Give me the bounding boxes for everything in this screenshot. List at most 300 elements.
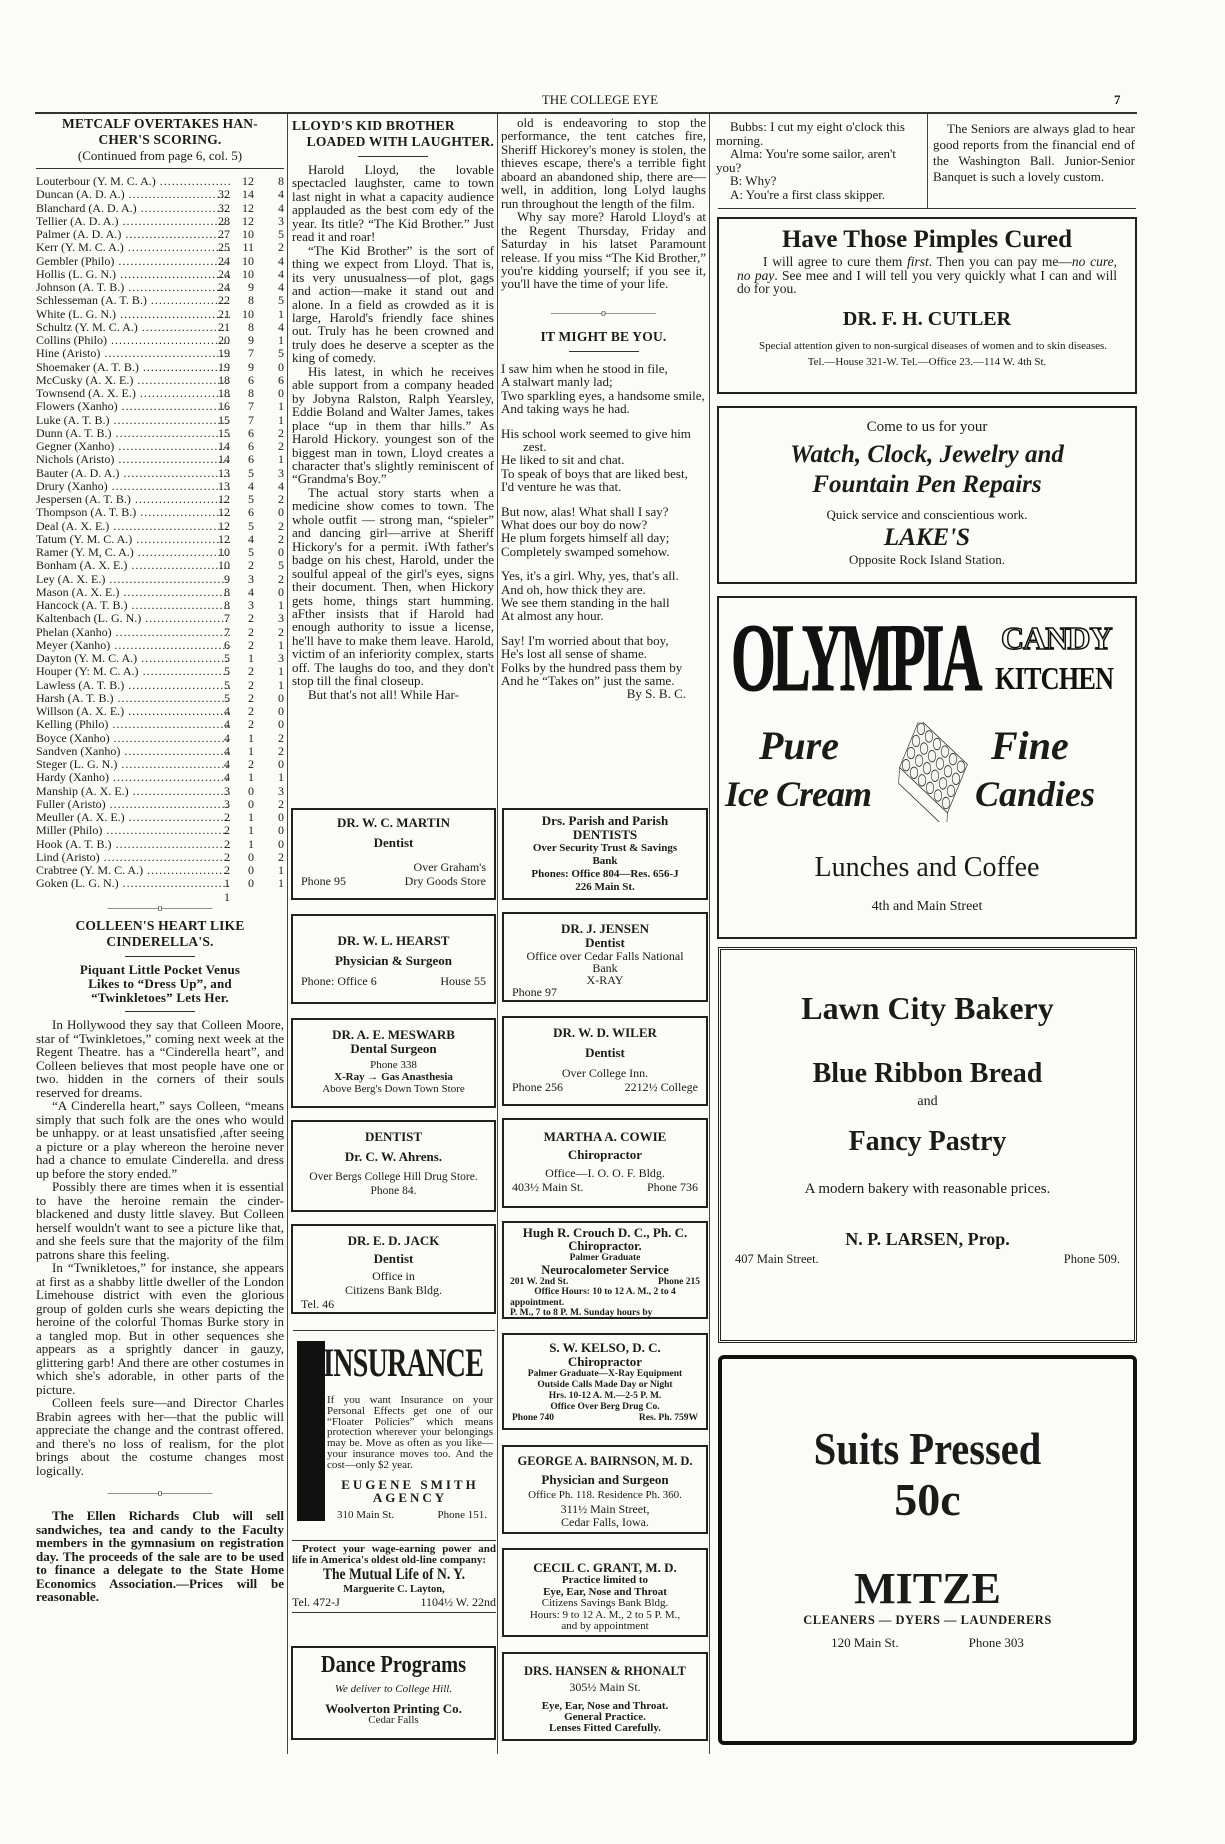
headline-line: CHER'S SCORING. [98,132,222,147]
scoring-table [36,174,284,904]
poem-byline: By S. B. C. [626,686,686,702]
ad-ahrens [291,1120,496,1212]
free-throws: 2 [278,743,284,758]
poem-body [501,362,706,688]
ad-title: Dentist [585,935,625,950]
free-throws: 2 [278,531,284,546]
total-points: 13 [218,478,230,493]
free-throws: 4 [278,187,284,202]
free-throws: 4 [278,200,284,215]
player-name: Gegner (Xanho) ..... [36,440,230,453]
joke-line: A: You're a first class skipper. [730,186,886,202]
ad-phone: Tel. 472-J [292,1595,340,1609]
field-goals: 2 [248,637,254,652]
ad-title: Chiropractor. [568,1239,642,1253]
total-points: 15 [218,412,230,427]
ad-line: Palmer Graduate—X-Ray Equipment [527,1369,683,1379]
colleen-subhead [36,963,284,1005]
ad-name: DR. A. E. MESWARB [332,1027,455,1042]
player-name: Townsend (A. X. E.) ..... [36,387,230,400]
free-throws: 0 [278,823,284,838]
free-throws: 0 [278,584,284,599]
field-goals: 6 [248,452,254,467]
divider [125,1011,195,1012]
ad-hansen [502,1652,708,1741]
total-points: 3 [224,796,230,811]
field-goals: 11 [242,240,254,255]
ad-address: 120 Main St. [831,1635,899,1650]
player-name: Luke (A. T. B.) ..... [36,414,230,427]
ad-tagline: Quick service and conscientious work. [826,507,1028,522]
free-throws: 0 [278,704,284,718]
ad-cutler [717,217,1137,394]
total-points: 19 [218,346,230,361]
scoring-headline [36,116,284,148]
total-points: 24 [218,253,230,268]
ad-address: Bank [592,961,618,975]
headline-line: METCALF OVERTAKES HAN- [62,116,258,131]
headline-line: LOADED WITH LAUGHTER. [306,134,494,149]
player-name: Johnson (A. T. B.) ..... [36,281,230,294]
paragraph: “The Kid Brother” is the sort of thing we expect from Lloyd. That is, its very unusualness—of plot, gags and action—make it stand out and alone. In a field as crowded as it is large, Harold's friendly face shines out. Truly has he been crowned and truly does he deserve a scepter as the king of comedy. [292,242,494,366]
field-goals: 5 [248,465,254,480]
field-goals: 10 [242,266,254,281]
field-goals: 10 [242,227,254,241]
field-goals: 2 [248,717,254,732]
olympia-logo: OLYMPIA [731,604,979,711]
paragraph: In Hollywood they say that Colleen Moore, star of “Twinkletoes,” coming next week at the Regent Theatre. has a “Cinderella heart”, and Colleen believes that most people have one or two. hidden in the corners of their souls reserved for dreams. [36,1017,284,1100]
total-points: 12 [218,492,230,506]
ad-mutual-life [292,1540,496,1613]
total-points: 4 [224,717,230,732]
ad-name: DR. W. D. WILER [553,1025,657,1040]
ad-name: LAKE'S [883,524,971,551]
ad-phone: House 55 [440,974,486,988]
free-throws: 0 [278,690,284,705]
free-throws: 0 [278,505,284,520]
ad-address: Bank [592,855,618,867]
free-throws: 1 [278,333,284,347]
ad-hours: appointment. [510,1297,565,1308]
ad-dance-programs [291,1646,496,1740]
field-goals: 6 [248,439,254,453]
total-points: 1 [224,889,230,904]
field-goals: 12 [242,213,254,228]
free-throws: 0 [278,836,284,851]
insurance-body: If you want Insurance on your Personal Effects get one of our “Floater Policies” which means protection wherever your belongings may be. Move as often as you like—your insurance moves too. And the cost—only $2 year. [327,1394,493,1471]
field-goals: 0 [248,876,254,891]
headline-line: CINDERELLA'S. [106,934,214,949]
poem-stanza [501,427,706,494]
ad-title: Dentist [585,1045,625,1060]
ad-address: Over Bergs College Hill Drug Store. [309,1171,478,1183]
player-name: Dayton (Y. M. C. A.) ..... [36,652,230,665]
poem-line: Yes, it's a girl. Why, yes, that's all. [501,568,679,584]
total-points: 2 [224,810,230,824]
ad-address: 305½ Main St. [569,1680,641,1694]
ad-name: DR. W. L. HEARST [337,933,450,948]
olympia-lunches: Lunches and Coffee [814,852,1040,883]
player-name: Hollis (L. G. N.) ..... [36,268,230,281]
ad-line: Outside Calls Made Day or Night [537,1380,673,1390]
ad-name: The Mutual Life of N. Y. [322,1566,466,1583]
ad-name: Dr. C. W. Ahrens. [344,1149,443,1164]
free-throws: 2 [278,624,284,639]
ad-phone: Res. Ph. 759W [638,1413,698,1423]
free-throws: 3 [278,783,284,798]
field-goals: 3 [248,598,254,612]
seniors-note: The Seniors are always glad to hear good reports from the financial end of the Washington Ball. Junior-Senior Banquet is such a lovely custom. [933,121,1135,184]
ad-phone: Phone 215 [658,1276,700,1287]
total-points: 18 [218,386,230,400]
ad-line: Practice limited to [561,1574,649,1586]
field-goals: 2 [248,611,254,626]
ad-name: MARTHA A. COWIE [543,1129,667,1144]
lloyd-article [292,118,494,701]
total-points: 10 [218,545,230,559]
subhead-line: “Twinkletoes” Lets Her. [91,990,229,1005]
field-goals: 8 [248,293,254,308]
ad-address: 310 Main St. [337,1509,395,1521]
ad-name: S. W. KELSO, D. C. [549,1340,661,1355]
field-goals: 3 [248,571,254,586]
subhead-line: Likes to “Dress Up”, and [88,976,232,991]
ad-cowie [502,1118,708,1208]
free-throws: 1 [278,863,284,877]
player-name: Manship (A. X. E.) ..... [36,785,230,798]
ad-phone: Phone 303 [968,1635,1024,1650]
free-throws: 3 [278,651,284,665]
player-name: McCusky (A. X. E.) ..... [36,374,230,387]
field-goals: 12 [242,200,254,215]
field-goals: 1 [248,730,254,745]
paragraph: In “Twnikletoes,” for instance, she appears at first as a shabby little dweller of the London Limehouse district with even the glorious group of golden curls she wears depicting the heroine of the colorful Thomas Burke story in a tangled mop. But in other sequences she appears as a sprightly dancer in gauzy, glittering garb! And there are other costumes in which she's adorable, in other parts of the picture. [36,1260,284,1397]
poem-line: What does our boy do now? [501,516,648,532]
ad-lakes [717,406,1137,584]
divider [36,168,284,169]
player-name: Goken (L. G. N.) ..... [36,877,230,890]
total-points: 2 [224,836,230,851]
ad-address: Office—I. O. O. F. Bldg. [545,1166,665,1180]
total-points: 2 [224,849,230,864]
player-name: Kelling (Philo) ..... [36,718,230,731]
total-points: 1 [224,876,230,891]
field-goals: 7 [248,346,254,361]
free-throws: 1 [278,452,284,467]
free-throws: 2 [278,518,284,533]
ad-name: DRS. HANSEN & RHONALT [523,1664,687,1678]
ad-tagline: We deliver to College Hill. [334,1683,453,1695]
ad-address: Office in [372,1269,415,1283]
ad-line: Eye, Ear, Nose and Throat [543,1585,667,1598]
poem-line: Two sparkling eyes, a handsome smile, [501,387,705,403]
field-goals: 8 [248,386,254,400]
article-body [501,116,706,291]
ad-address: 201 W. 2nd St. [510,1276,569,1287]
ad-title: Have Those Pimples Cured [781,226,1073,253]
ad-text: I will agree to cure them [763,254,907,269]
ad-phone: Phone 256 [512,1080,563,1094]
total-points: 5 [224,677,230,692]
bubbs-joke [716,120,922,201]
poem-stanza [501,505,706,559]
ad-hearst [291,914,496,1004]
lloyd-headline [292,118,494,150]
player-name: Gembler (Philo) ..... [36,255,230,268]
ad-lawn-city-bakery [718,947,1137,1343]
ad-services: X-RAY [586,973,624,987]
divider [358,156,428,157]
subhead-line: Piquant Little Pocket Venus [79,962,241,977]
player-name: Houper (Y: M. C. A.) ..... [36,665,230,678]
total-points: 2 [224,863,230,877]
player-name: Hardy (Xanho) ..... [36,771,230,784]
free-throws: 4 [278,280,284,294]
top-rule [35,112,1137,114]
total-points: 22 [218,293,230,308]
poem-stanza [501,362,706,416]
total-points: 32 [218,187,230,202]
player-name: Kerr (Y. M. C. A.) ..... [36,241,230,254]
field-goals: 2 [248,624,254,639]
free-throws: 5 [278,293,284,308]
ad-phone: Phone 151. [437,1509,487,1521]
poem-stanza [501,634,706,688]
player-name: Hook (A. T. B.) ..... [36,838,230,851]
ad-services: X-Ray → Gas Anasthesia [334,1071,453,1083]
ad-title: Fountain Pen Repairs [812,471,1042,498]
player-name: Drury (Xanho) ..... [36,480,230,493]
olympia-candies: Candies [975,774,1096,814]
ad-title: Dental Surgeon [350,1041,437,1056]
continued-note: (Continued from page 6, col. 5) [77,148,243,163]
field-goals: 1 [248,743,254,758]
field-goals: 2 [248,704,254,718]
ad-bairnson [502,1445,708,1534]
free-throws: 3 [278,213,284,228]
ad-title: Chiropractor [567,1147,643,1162]
total-points: 7 [224,624,230,639]
ad-name: DR. J. JENSEN [560,921,650,936]
ad-address: Over College Inn. [561,1066,649,1080]
total-points: 5 [224,651,230,665]
player-name: Jespersen (A. T. B.) ..... [36,493,230,506]
ad-hours: Hrs. 10-12 A. M.—2-5 P. M. [548,1391,662,1401]
ad-phone: Office Ph. 118. Residence Ph. 360. [528,1489,682,1501]
field-goals: 7 [248,399,254,414]
ad-martin [291,808,496,900]
colleen-article [36,918,284,1604]
column-rule [497,114,498,1754]
player-name: Phelan (Xanho) ..... [36,626,230,639]
total-points: 4 [224,770,230,785]
field-goals: 0 [248,783,254,798]
column-rule [287,114,288,1754]
ad-name: DR. F. H. CUTLER [842,307,1012,330]
poem-line: His school work seemed to give him zest. [501,425,691,454]
ad-proprietor: N. P. LARSEN, Prop. [845,1229,1010,1249]
ad-price: 50c [894,1474,961,1525]
player-name: Blanchard (A. D. A.) ..... [36,202,230,215]
ad-address: Opposite Rock Island Station. [849,552,1005,567]
field-goals: 6 [248,505,254,520]
field-goals: 5 [248,545,254,559]
field-goals: 4 [248,531,254,546]
total-points: 18 [218,372,230,387]
ad-name: DR. W. C. MARTIN [337,815,450,830]
total-points: 19 [218,359,230,374]
scoring-article [36,116,284,904]
colleen-headline [36,918,284,950]
agency-line: EUGENE SMITH [341,1477,479,1492]
player-name: Bonham (A. X. E.) ..... [36,559,230,572]
field-goals: 10 [242,253,254,268]
player-name: Fuller (Aristo) ..... [36,798,230,811]
paragraph: “A Cinderella heart,” says Colleen, “means simply that such folk are the ones who would be unhappy. or at least unsatisfied ,after seeing a picture or a play whereon the heroine never had a chance to emulate Cinderella. and dress up before the story ended.” [36,1098,284,1181]
player-name: Schlesseman (A. T. B.) ..... [36,294,230,307]
total-points: 2 [224,823,230,838]
ad-title: DENTISTS [572,827,638,842]
ad-text-emphasis: no cure, no pay [737,254,1117,283]
ad-phone: Phones: Office 804—Res. 656-J [531,868,679,880]
player-name: Ley (A. X. E.) ..... [36,573,230,586]
ad-phone: Phone 97 [512,985,557,999]
ad-service: Neurocalometer Service [541,1262,669,1277]
ad-address: Office over Cedar Falls National [526,949,684,963]
olympia-pure: Pure [759,723,839,768]
player-name: Palmer (A. D. A.) ..... [36,228,230,241]
free-throws: 1 [278,399,284,414]
free-throws: 1 [278,664,284,679]
ad-name: MITZE [854,1564,1001,1613]
field-goals: 0 [248,796,254,811]
free-throws: 2 [278,439,284,453]
player-name: Louterbour (Y. M. C. A.) ..... [36,175,230,188]
ad-line: Lenses Fitted Carefully. [549,1722,661,1734]
field-goals: 2 [248,677,254,692]
ad-hours: and by appointment [561,1620,649,1632]
total-points: 5 [224,664,230,679]
ad-jack [291,1224,496,1314]
free-throws: 5 [278,558,284,573]
paragraph: But that's not all! While Har- [308,686,459,702]
player-name: Lawless (A. T. B.) ..... [36,679,230,692]
headline-line: COLLEEN'S HEART LIKE [75,918,245,933]
field-goals: 9 [248,280,254,294]
field-goals: 2 [248,558,254,573]
ad-name: Woolverton Printing Co. [325,1701,462,1716]
free-throws: 1 [278,598,284,612]
agency-name [327,1478,493,1504]
agency-line: AGENCY [372,1490,448,1505]
candy-box-illustration [891,722,971,822]
ellen-richards-notice: The Ellen Richards Club will sell sandwiches, tea and candy to the Faculty members in the gymnasium on registration day. The proceeds of the sale are to be used to finance a delegate to the State Home Economics Association.—Prices will be reasonable. [36,1508,284,1604]
free-throws: 1 [278,306,284,321]
ad-jensen [502,912,708,1002]
player-name: Hancock (A. T. B.) ..... [36,599,230,612]
insurance-drop-cap [297,1341,325,1521]
free-throws: 6 [278,372,284,387]
free-throws: 4 [278,478,284,493]
player-name: White (L. G. N.) ..... [36,308,230,321]
player-name: Mason (A. X. E.) ..... [36,586,230,599]
free-throws: 8 [278,174,284,188]
ad-services: CLEANERS — DYERS — LAUNDERERS [803,1613,1052,1627]
field-goals: 10 [242,306,254,321]
player-name: Miller (Philo) ..... [36,824,230,837]
poem-line: But now, alas! What shall I say? [501,503,669,519]
ad-phone: Phone 95 [301,874,346,888]
total-points: 14 [218,439,230,453]
article-body [292,163,494,701]
free-throws: 5 [278,227,284,241]
ad-address: Over Security Trust & Savings [532,842,678,854]
player-name: Bauter (A. D. A.) ..... [36,467,230,480]
ad-address: 1104½ W. 22nd [420,1595,496,1609]
player-name: Meyer (Xanho) ..... [36,639,230,652]
ad-line: Eye, Ear, Nose and Throat. [541,1700,669,1712]
field-goals: 1 [248,770,254,785]
field-goals: 6 [248,372,254,387]
table-row [36,876,284,904]
free-throws: 2 [278,425,284,440]
ad-grant [502,1548,708,1637]
field-goals: 1 [248,836,254,851]
field-goals: 6 [248,425,254,440]
total-points: 7 [224,611,230,626]
ad-heading: DENTIST [364,1129,423,1144]
free-throws: 4 [278,253,284,268]
poem-title: IT MIGHT BE YOU. [540,328,667,344]
lloyd-article-continued [501,116,706,701]
total-points: 24 [218,266,230,281]
ad-phone: Phone: Office 6 [301,974,377,988]
paragraph: Harold Lloyd, the lovable spectacled laughster, came to town last night in what a capacity audience applauded as the best com edy of the year. Its title? “The Kid Brother.” Just read it and roar! [292,162,494,245]
total-points: 24 [218,280,230,294]
player-name: Tellier (A. D. A.) ..... [36,215,230,228]
free-throws: 2 [278,240,284,255]
free-throws: 0 [278,359,284,374]
poem-line: I'd venture he was that. [501,479,622,495]
ad-agent: Marguerite C. Layton, [343,1584,445,1595]
olympia-fine: Fine [991,723,1069,768]
ad-credential: Palmer Graduate [569,1253,641,1263]
free-throws: 0 [278,757,284,771]
ad-tagline: A modern bakery with reasonable prices. [804,1181,1051,1197]
total-points: 12 [218,518,230,533]
ad-parish [502,808,708,900]
ad-hours: Hours: 9 to 12 A. M., 2 to 5 P. M., [529,1608,681,1621]
headline-line: LLOYD'S KID BROTHER [292,118,455,133]
player-name: Harsh (A. T. B.) ..... [36,692,230,705]
ad-text: . See mee and I will tell you very quickly what I can and will do for you. [737,267,1117,296]
separator: —————o————— [107,903,213,914]
ad-title: Physician & Surgeon [334,953,452,968]
poem-line: And oh, how thick they are. [501,581,646,597]
ad-address: 2212½ College [624,1080,698,1094]
ad-name: Hugh R. Crouch D. C., Ph. C. [522,1225,688,1240]
joke-line: Bubbs: I cut my eight o'clock this morning. [716,119,905,148]
ad-kelso [502,1333,708,1430]
free-throws: 2 [278,796,284,811]
free-throws: 1 [278,637,284,652]
divider [125,956,195,957]
poem-stanza [501,569,706,623]
player-name: Shoemaker (A. T. B.) ..... [36,361,230,374]
poem-line: He plum forgets himself all day; [501,530,670,546]
total-points: 14 [218,452,230,467]
field-goals: 12 [242,174,254,188]
